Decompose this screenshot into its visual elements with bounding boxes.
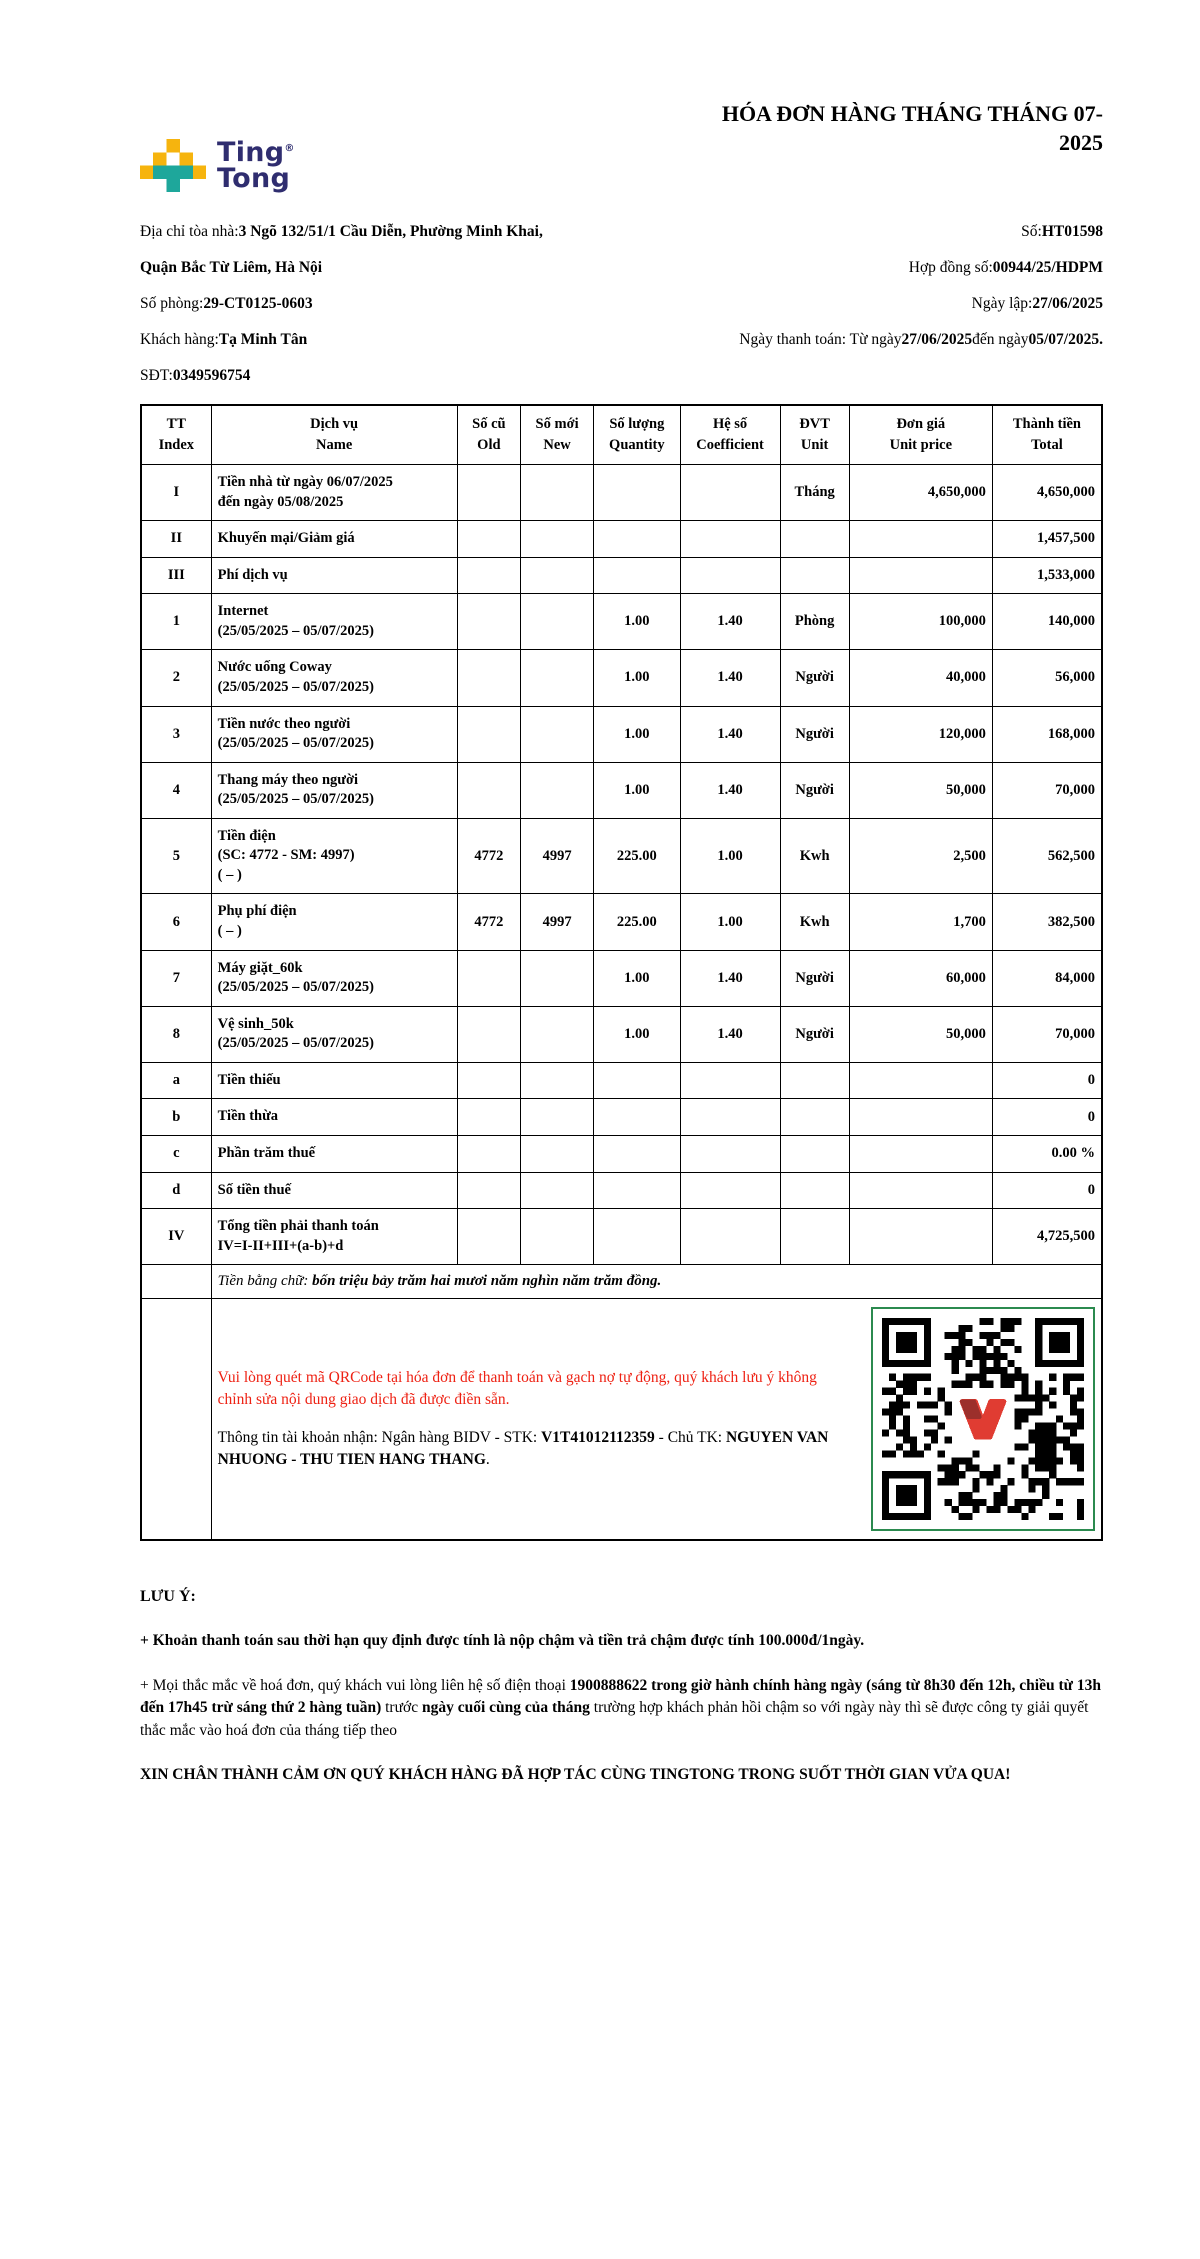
cell-unit-price: 40,000 <box>849 650 992 706</box>
room-number: Số phòng: 29-CT0125-0603 <box>140 295 313 312</box>
cell-total: 140,000 <box>992 594 1102 650</box>
cell-unit: Kwh <box>780 894 849 950</box>
cell-index: 5 <box>141 818 211 894</box>
cell-service-name: Vệ sinh_50k (25/05/2025 – 05/07/2025) <box>211 1006 457 1062</box>
cell-index: 1 <box>141 594 211 650</box>
cell-old-reading <box>457 557 520 594</box>
cell-total: 0.00 % <box>992 1135 1102 1172</box>
cell-new-reading <box>521 594 594 650</box>
brand-word-line1: Ting® <box>217 136 295 168</box>
col-header-new: Số mới New <box>521 405 594 465</box>
cell-index: c <box>141 1135 211 1172</box>
table-row <box>141 465 1102 521</box>
cell-coefficient: 1.40 <box>680 950 780 1006</box>
cell-quantity: 225.00 <box>594 818 680 894</box>
invoice-number: Số: HT01598 <box>1021 223 1103 240</box>
contract-number: Hợp đồng số: 00944/25/HDPM <box>908 259 1103 276</box>
invoice-table <box>140 404 1103 1541</box>
cell-coefficient <box>680 465 780 521</box>
cell-unit-price: 2,500 <box>849 818 992 894</box>
cell-unit: Người <box>780 1006 849 1062</box>
cell-unit <box>780 1172 849 1209</box>
table-row <box>141 1062 1102 1099</box>
table-row <box>141 1006 1102 1062</box>
payment-index-cell <box>141 1299 211 1541</box>
cell-index: 6 <box>141 894 211 950</box>
cell-unit-price: 60,000 <box>849 950 992 1006</box>
cell-quantity: 1.00 <box>594 1006 680 1062</box>
cell-coefficient: 1.40 <box>680 762 780 818</box>
cell-new-reading <box>521 1209 594 1265</box>
col-header-index: TT Index <box>141 405 211 465</box>
cell-service-name: Phụ phí điện ( – ) <box>211 894 457 950</box>
cell-quantity: 1.00 <box>594 762 680 818</box>
cell-coefficient <box>680 1099 780 1136</box>
payment-cell <box>211 1299 1102 1541</box>
cell-unit-price: 4,650,000 <box>849 465 992 521</box>
customer-phone: SĐT: 0349596754 <box>140 367 251 384</box>
cell-unit <box>780 557 849 594</box>
cell-index: a <box>141 1062 211 1099</box>
building-address-line2: Quận Bắc Từ Liêm, Hà Nội <box>140 259 323 276</box>
cell-quantity <box>594 1135 680 1172</box>
cell-unit-price <box>849 1062 992 1099</box>
table-row <box>141 557 1102 594</box>
cell-new-reading: 4997 <box>521 894 594 950</box>
cell-unit-price: 50,000 <box>849 1006 992 1062</box>
cell-index: I <box>141 465 211 521</box>
cell-unit <box>780 521 849 558</box>
cell-new-reading <box>521 706 594 762</box>
table-row <box>141 706 1102 762</box>
cell-service-name: Tiền điện (SC: 4772 - SM: 4997) ( – ) <box>211 818 457 894</box>
payment-qr-code <box>871 1307 1095 1531</box>
cell-coefficient: 1.40 <box>680 706 780 762</box>
cell-unit: Phòng <box>780 594 849 650</box>
col-header-unit-price: Đơn giá Unit price <box>849 405 992 465</box>
cell-new-reading <box>521 1135 594 1172</box>
cell-unit: Kwh <box>780 818 849 894</box>
note-hotline: + Mọi thắc mắc về hoá đơn, quý khách vui lòng liên hệ số điện thoại 1900888622 trong giờ hành chính hàng ngày (sáng từ 8h30 đến 12h, chiều từ 13h đến 17h45 trừ sáng thứ 2 hàng tuần) trước ngày cuối cùng của tháng trường hợp khách phản hồi chậm so với ngày này thì sẽ được công ty giải quyết thắc mắc vào hoá đơn của tháng tiếp theo <box>140 1676 1101 1739</box>
note-thank-you: XIN CHÂN THÀNH CẢM ƠN QUÝ KHÁCH HÀNG ĐÃ HỢP TÁC CÙNG TINGTONG TRONG SUỐT THỜI GIAN VỬA QUA! <box>140 1766 1011 1784</box>
col-header-total: Thành tiền Total <box>992 405 1102 465</box>
cell-quantity <box>594 1062 680 1099</box>
cell-index: b <box>141 1099 211 1136</box>
col-header-coefficient: Hệ số Coefficient <box>680 405 780 465</box>
payment-instructions <box>218 1367 853 1471</box>
cell-coefficient <box>680 557 780 594</box>
cell-old-reading <box>457 1135 520 1172</box>
cell-quantity: 1.00 <box>594 650 680 706</box>
cell-quantity <box>594 465 680 521</box>
cell-total: 1,533,000 <box>992 557 1102 594</box>
cell-new-reading <box>521 1062 594 1099</box>
cell-index: 2 <box>141 650 211 706</box>
cell-quantity <box>594 521 680 558</box>
cell-old-reading <box>457 950 520 1006</box>
cell-new-reading <box>521 557 594 594</box>
col-header-unit: ĐVT Unit <box>780 405 849 465</box>
table-row <box>141 818 1102 894</box>
invoice-notes <box>140 1585 1103 1787</box>
cell-new-reading <box>521 521 594 558</box>
cell-unit: Người <box>780 706 849 762</box>
cell-unit <box>780 1135 849 1172</box>
cell-old-reading: 4772 <box>457 818 520 894</box>
table-row <box>141 1099 1102 1136</box>
customer-name: Khách hàng: Tạ Minh Tân <box>140 331 308 348</box>
cell-index: III <box>141 557 211 594</box>
building-address-line1: Địa chỉ tòa nhà: 3 Ngõ 132/51/1 Cầu Diễn, Phường Minh Khai, <box>140 223 543 240</box>
invoice-title <box>722 99 1103 157</box>
table-row <box>141 762 1102 818</box>
table-row <box>141 650 1102 706</box>
registered-mark-icon: ® <box>284 142 295 154</box>
table-row <box>141 1209 1102 1265</box>
tingtong-logo-icon <box>140 139 206 192</box>
cell-service-name: Tiền thừa <box>211 1099 457 1136</box>
cell-unit-price <box>849 1209 992 1265</box>
cell-service-name: Thang máy theo người (25/05/2025 – 05/07/2025) <box>211 762 457 818</box>
cell-service-name: Máy giặt_60k (25/05/2025 – 05/07/2025) <box>211 950 457 1006</box>
brand-logo <box>140 136 295 194</box>
table-row <box>141 950 1102 1006</box>
cell-old-reading <box>457 762 520 818</box>
invoice-title-line2: 2025 <box>1059 130 1103 156</box>
cell-old-reading <box>457 1209 520 1265</box>
cell-new-reading <box>521 1006 594 1062</box>
col-header-old: Số cũ Old <box>457 405 520 465</box>
invoice-header <box>140 95 1103 192</box>
cell-unit-price: 1,700 <box>849 894 992 950</box>
bank-account-info: Thông tin tài khoản nhận: Ngân hàng BIDV - STK: V1T41012112359 - Chủ TK: NGUYEN VAN NHUONG - THU TIEN HANG THANG. <box>217 1429 829 1469</box>
cell-quantity: 225.00 <box>594 894 680 950</box>
cell-quantity <box>594 1099 680 1136</box>
cell-coefficient <box>680 1209 780 1265</box>
cell-total: 70,000 <box>992 762 1102 818</box>
brand-word-line2: Tong <box>217 162 291 194</box>
payment-date-range: Ngày thanh toán: Từ ngày 27/06/2025 đến ngày 05/07/2025. <box>739 331 1103 348</box>
cell-unit-price <box>849 557 992 594</box>
cell-service-name: Tiền nhà từ ngày 06/07/2025 đến ngày 05/08/2025 <box>211 465 457 521</box>
cell-unit-price <box>849 1099 992 1136</box>
cell-service-name: Phí dịch vụ <box>211 557 457 594</box>
cell-index: 4 <box>141 762 211 818</box>
table-row <box>141 894 1102 950</box>
cell-quantity <box>594 557 680 594</box>
cell-total: 562,500 <box>992 818 1102 894</box>
amount-in-words: Tiền bằng chữ: bốn triệu bảy trăm hai mươi năm nghìn năm trăm đồng. <box>211 1265 1102 1299</box>
cell-total: 168,000 <box>992 706 1102 762</box>
cell-index: IV <box>141 1209 211 1265</box>
cell-unit-price: 100,000 <box>849 594 992 650</box>
cell-unit: Tháng <box>780 465 849 521</box>
amount-in-words-index-cell <box>141 1265 211 1299</box>
cell-coefficient: 1.40 <box>680 594 780 650</box>
cell-old-reading <box>457 1062 520 1099</box>
table-row <box>141 594 1102 650</box>
cell-total: 56,000 <box>992 650 1102 706</box>
cell-old-reading <box>457 650 520 706</box>
table-row <box>141 1135 1102 1172</box>
invoice-title-line1: HÓA ĐƠN HÀNG THÁNG THÁNG 07- <box>721 101 1103 126</box>
cell-total: 84,000 <box>992 950 1102 1006</box>
cell-old-reading <box>457 1099 520 1136</box>
cell-total: 382,500 <box>992 894 1102 950</box>
table-row <box>141 521 1102 558</box>
cell-old-reading <box>457 521 520 558</box>
cell-index: 7 <box>141 950 211 1006</box>
cell-total: 70,000 <box>992 1006 1102 1062</box>
cell-service-name: Tổng tiền phải thanh toán IV=I-II+III+(a-b)+d <box>211 1209 457 1265</box>
cell-service-name: Tiền thiếu <box>211 1062 457 1099</box>
invoice-meta <box>140 214 1103 394</box>
cell-coefficient: 1.00 <box>680 894 780 950</box>
cell-new-reading <box>521 1099 594 1136</box>
payment-qr-row <box>141 1299 1102 1541</box>
notes-heading: LƯU Ý: <box>140 1588 196 1606</box>
col-header-quantity: Số lượng Quantity <box>594 405 680 465</box>
cell-service-name: Tiền nước theo người (25/05/2025 – 05/07/2025) <box>211 706 457 762</box>
cell-unit <box>780 1062 849 1099</box>
cell-service-name: Phần trăm thuế <box>211 1135 457 1172</box>
cell-coefficient: 1.40 <box>680 650 780 706</box>
cell-old-reading <box>457 465 520 521</box>
issue-date: Ngày lập: 27/06/2025 <box>971 295 1103 312</box>
cell-total: 0 <box>992 1172 1102 1209</box>
cell-unit-price: 120,000 <box>849 706 992 762</box>
cell-quantity: 1.00 <box>594 950 680 1006</box>
cell-old-reading <box>457 1006 520 1062</box>
cell-new-reading <box>521 950 594 1006</box>
cell-unit <box>780 1099 849 1136</box>
cell-total: 0 <box>992 1099 1102 1136</box>
cell-quantity <box>594 1172 680 1209</box>
qr-code-image <box>882 1318 1084 1520</box>
amount-in-words-row <box>141 1265 1102 1299</box>
cell-total: 4,650,000 <box>992 465 1102 521</box>
cell-unit: Người <box>780 950 849 1006</box>
cell-new-reading <box>521 1172 594 1209</box>
cell-unit-price <box>849 521 992 558</box>
cell-unit <box>780 1209 849 1265</box>
cell-quantity: 1.00 <box>594 706 680 762</box>
cell-unit: Người <box>780 762 849 818</box>
cell-coefficient <box>680 1062 780 1099</box>
cell-coefficient <box>680 521 780 558</box>
cell-coefficient: 1.00 <box>680 818 780 894</box>
cell-new-reading <box>521 650 594 706</box>
cell-old-reading <box>457 594 520 650</box>
cell-coefficient <box>680 1135 780 1172</box>
cell-service-name: Nước uống Coway (25/05/2025 – 05/07/2025) <box>211 650 457 706</box>
qr-payment-warning: Vui lòng quét mã QRCode tại hóa đơn để thanh toán và gạch nợ tự động, quý khách lưu ý không chỉnh sửa nội dung giao dịch đã được điền sẵn. <box>217 1369 817 1409</box>
cell-coefficient <box>680 1172 780 1209</box>
cell-index: 8 <box>141 1006 211 1062</box>
cell-coefficient: 1.40 <box>680 1006 780 1062</box>
cell-service-name: Số tiền thuế <box>211 1172 457 1209</box>
brand-wordmark <box>217 136 295 194</box>
cell-quantity: 1.00 <box>594 594 680 650</box>
cell-new-reading <box>521 465 594 521</box>
cell-quantity <box>594 1209 680 1265</box>
table-row <box>141 1172 1102 1209</box>
cell-unit-price: 50,000 <box>849 762 992 818</box>
cell-new-reading <box>521 762 594 818</box>
cell-service-name: Khuyến mại/Giảm giá <box>211 521 457 558</box>
cell-total: 4,725,500 <box>992 1209 1102 1265</box>
table-header-row <box>141 405 1102 465</box>
cell-unit-price <box>849 1135 992 1172</box>
meta-empty-cell <box>680 358 1103 394</box>
cell-total: 0 <box>992 1062 1102 1099</box>
cell-old-reading <box>457 1172 520 1209</box>
cell-old-reading <box>457 706 520 762</box>
cell-index: 3 <box>141 706 211 762</box>
cell-unit-price <box>849 1172 992 1209</box>
cell-total: 1,457,500 <box>992 521 1102 558</box>
cell-new-reading: 4997 <box>521 818 594 894</box>
col-header-name: Dịch vụ Name <box>211 405 457 465</box>
note-late-payment: + Khoản thanh toán sau thời hạn quy định được tính là nộp chậm và tiền trả chậm được tính 100.000đ/1ngày. <box>140 1632 865 1650</box>
cell-service-name: Internet (25/05/2025 – 05/07/2025) <box>211 594 457 650</box>
cell-old-reading: 4772 <box>457 894 520 950</box>
cell-unit: Người <box>780 650 849 706</box>
cell-index: d <box>141 1172 211 1209</box>
cell-index: II <box>141 521 211 558</box>
